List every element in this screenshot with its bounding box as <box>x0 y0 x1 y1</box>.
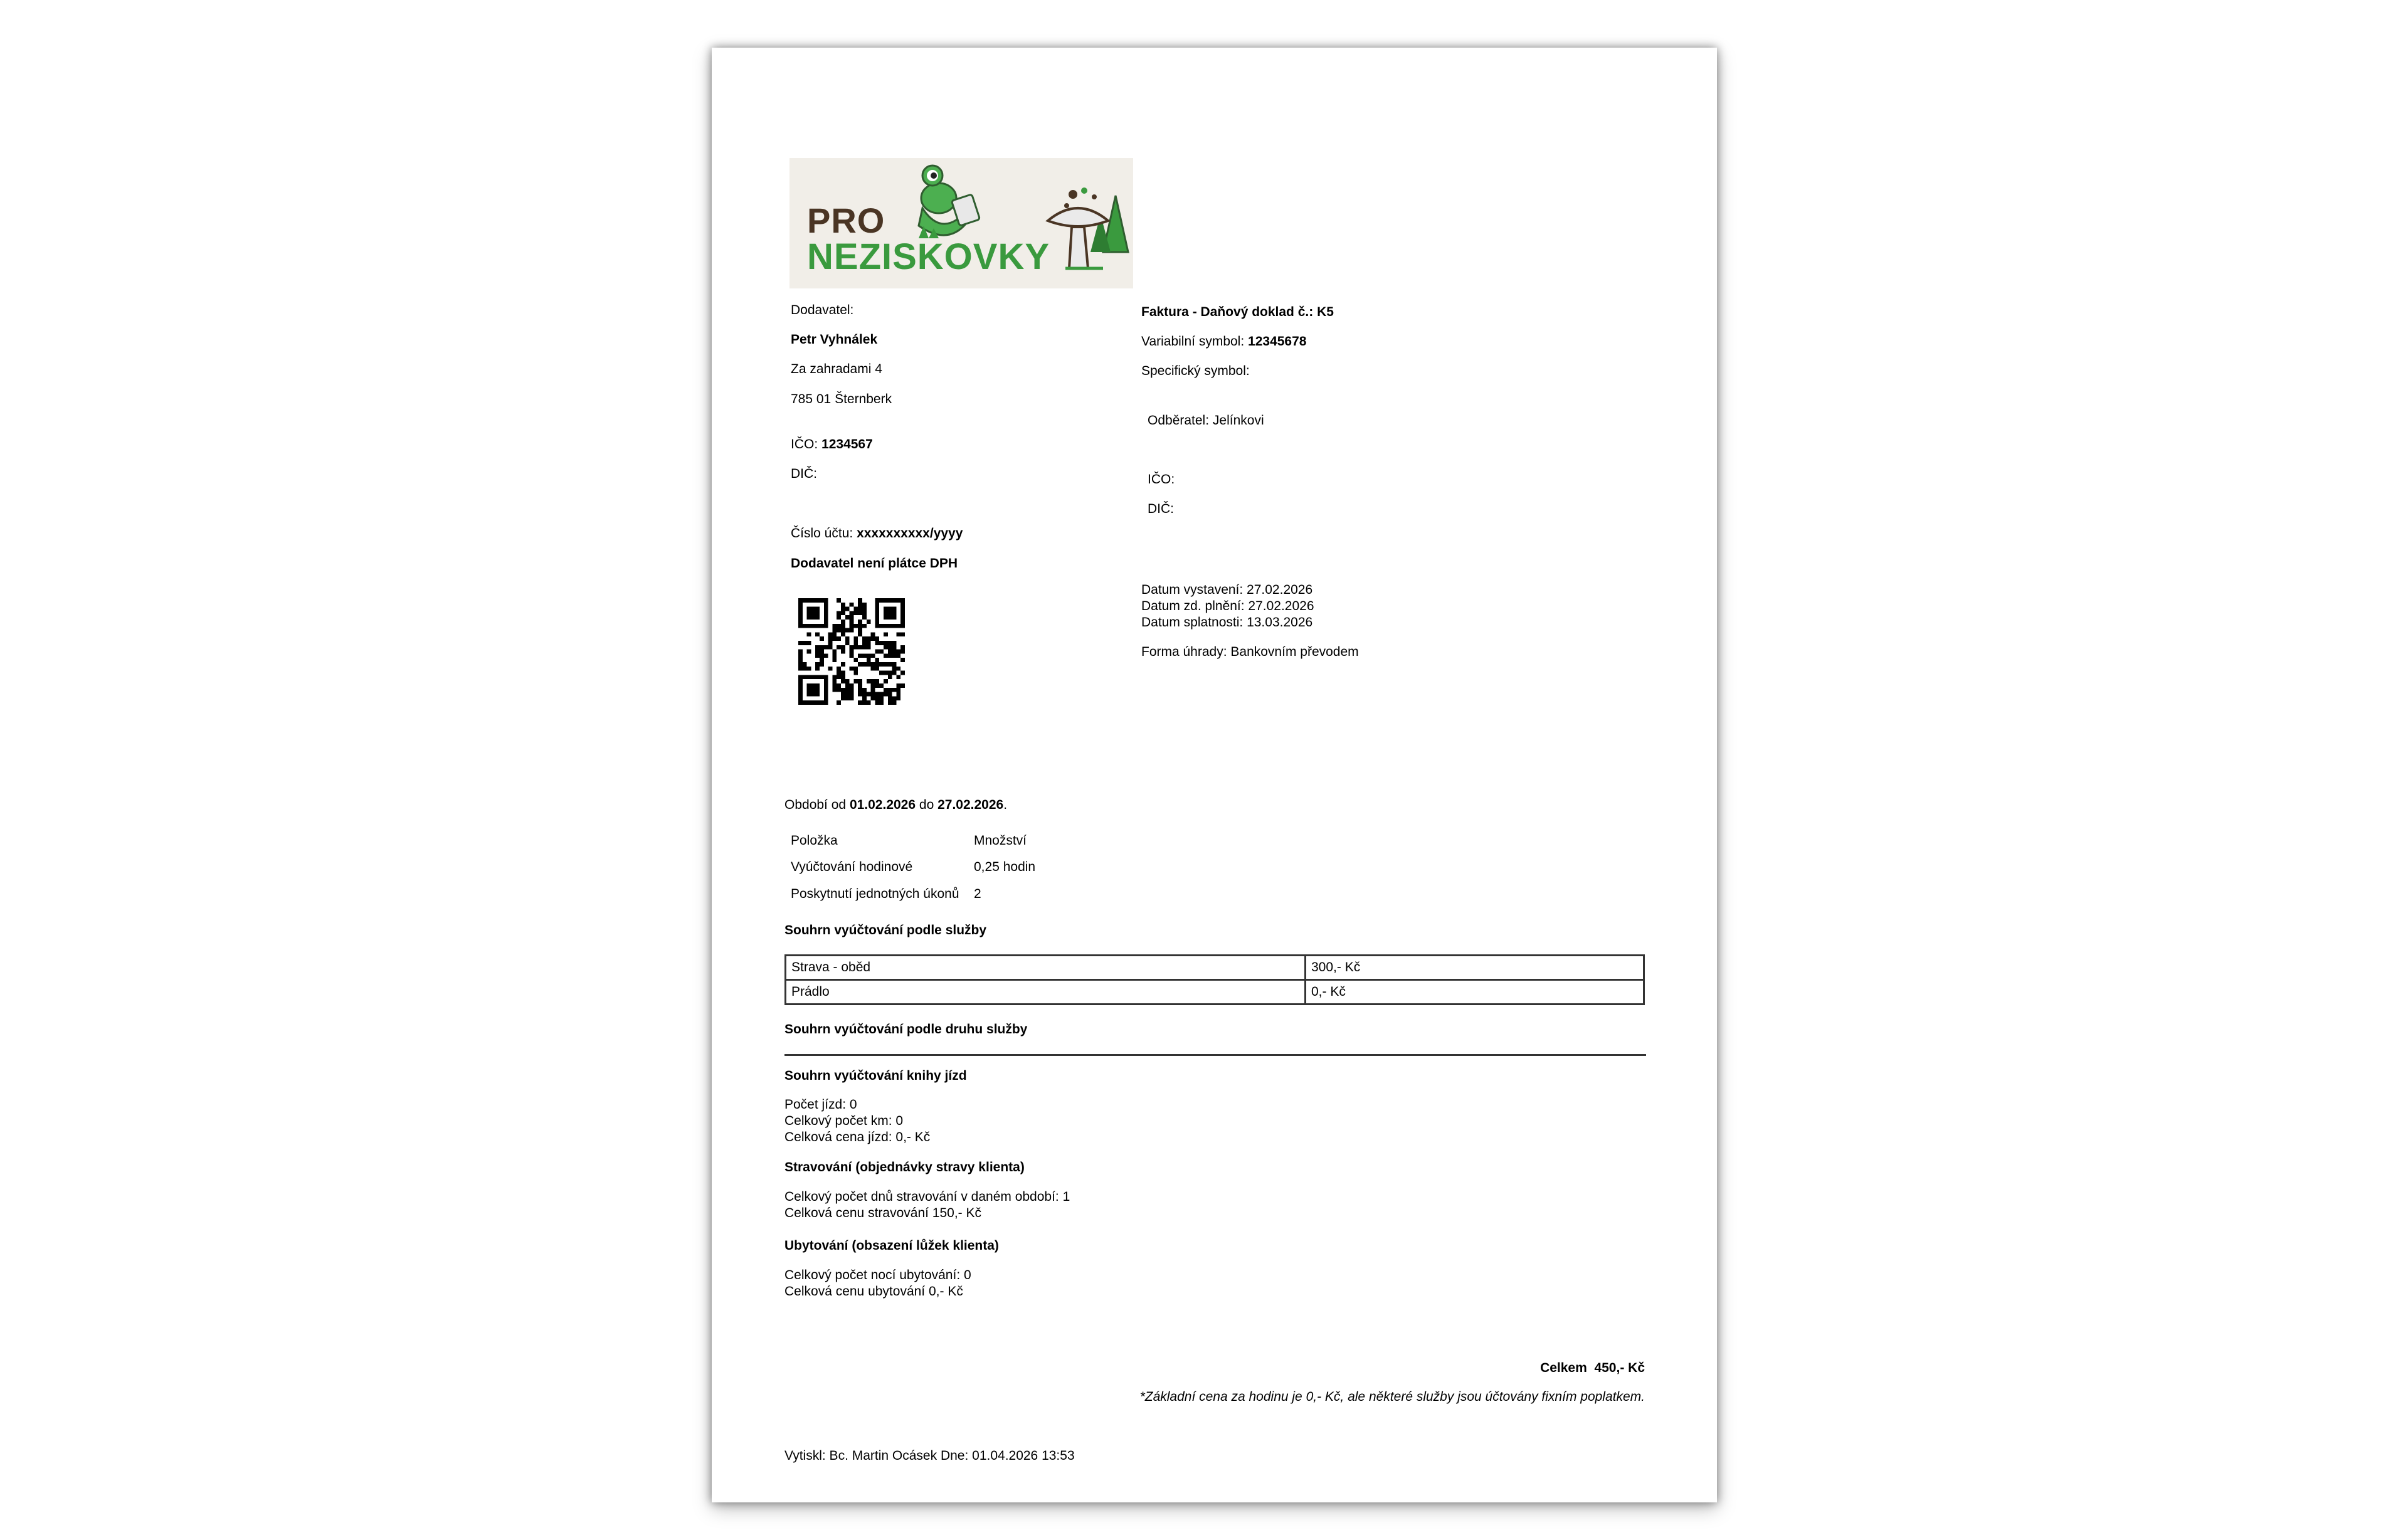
total-amount: 450,- Kč <box>1594 1361 1645 1375</box>
invoice-title <box>1141 304 1334 320</box>
period-mid: do <box>919 798 934 812</box>
supplier-name: Petr Vyhnálek <box>791 332 878 347</box>
date-due: Datum splatnosti: 13.03.2026 <box>1141 615 1313 630</box>
service-name: Prádlo <box>786 980 1306 1005</box>
rides-title: Souhrn vyúčtování knihy jízd <box>784 1068 967 1083</box>
lodging-price: Celková cenu ubytování 0,- Kč <box>784 1284 963 1299</box>
lodging-nights: Celkový počet nocí ubytování: 0 <box>784 1268 971 1282</box>
supplier-ico <box>791 436 873 453</box>
printed-by: Vytiskl: Bc. Martin Ocásek Dne: 01.04.2026 13:53 <box>784 1448 1075 1463</box>
supplier-ico-label: IČO: <box>791 437 818 451</box>
supplier-ico-value: 1234567 <box>821 437 873 451</box>
total-note: *Základní cena za hodinu je 0,- Kč, ale některé služby jsou účtovány fixním poplatkem. <box>1139 1390 1645 1404</box>
lodging-title: Ubytování (obsazení lůžek klienta) <box>784 1238 999 1253</box>
total-label: Celkem <box>1540 1361 1587 1375</box>
meals-title: Stravování (objednávky stravy klienta) <box>784 1160 1025 1174</box>
invoice-number: K5 <box>1317 305 1334 319</box>
table-row <box>786 980 1644 1005</box>
service-amount: 300,- Kč <box>1306 956 1644 980</box>
customer-ico-label: IČO: <box>1148 472 1175 487</box>
item-name: Poskytnutí jednotných úkonů <box>791 887 959 901</box>
rides-price: Celková cena jízd: 0,- Kč <box>784 1130 931 1144</box>
items-header-item: Položka <box>791 833 838 848</box>
period-to: 27.02.2026 <box>937 798 1004 812</box>
rides-count: Počet jízd: 0 <box>784 1097 857 1112</box>
billing-period <box>784 797 1007 813</box>
date-issued: Datum vystavení: 27.02.2026 <box>1141 583 1313 597</box>
supplier-city: 785 01 Šternberk <box>791 392 892 406</box>
meals-days: Celkový počet dnů stravování v daném období: 1 <box>784 1189 1070 1204</box>
item-qty: 2 <box>974 887 981 901</box>
item-name: Vyúčtování hodinové <box>791 860 913 874</box>
supplier-account <box>791 525 963 542</box>
invoice-title-label: Faktura - Daňový doklad č.: <box>1141 305 1314 319</box>
service-amount: 0,- Kč <box>1306 980 1644 1005</box>
item-qty: 0,25 hodin <box>974 860 1036 874</box>
table-row <box>786 956 1644 980</box>
supplier-dic-label: DIČ: <box>791 467 817 481</box>
variable-symbol <box>1141 334 1306 350</box>
company-logo <box>789 158 1133 288</box>
customer-label: Odběratel: <box>1148 413 1210 428</box>
account-label: Číslo účtu: <box>791 526 853 541</box>
vs-label: Variabilní symbol: <box>1141 334 1245 349</box>
vat-note: Dodavatel není plátce DPH <box>791 556 958 571</box>
meals-price: Celková cenu stravování 150,- Kč <box>784 1206 981 1220</box>
logo-text-neziskovky: NEZISKOVKY <box>807 236 1050 277</box>
payment-qr-code <box>798 598 905 705</box>
items-header-qty: Množství <box>974 833 1027 848</box>
payment-method: Forma úhrady: Bankovním převodem <box>1141 645 1359 659</box>
rides-km: Celkový počet km: 0 <box>784 1114 904 1128</box>
service-name: Strava - oběd <box>786 956 1306 980</box>
period-prefix: Období od <box>784 798 847 812</box>
logo-text-pro: PRO <box>807 201 885 240</box>
supplier-street: Za zahradami 4 <box>791 362 882 376</box>
date-taxable: Datum zd. plnění: 27.02.2026 <box>1141 599 1314 613</box>
summary-service-title: Souhrn vyúčtování podle služby <box>784 923 987 937</box>
specific-symbol-label: Specifický symbol: <box>1141 364 1250 378</box>
customer-name: Jelínkovi <box>1212 413 1264 428</box>
invoice-page <box>712 48 1717 1502</box>
period-suffix: . <box>1003 798 1008 812</box>
vs-value: 12345678 <box>1248 334 1307 349</box>
total <box>1540 1360 1645 1376</box>
account-value: xxxxxxxxxx/yyyy <box>857 526 963 541</box>
summary-service-table <box>784 954 1645 1005</box>
summary-type-title: Souhrn vyúčtování podle druhu služby <box>784 1022 1028 1037</box>
divider <box>784 1054 1646 1056</box>
customer <box>1148 413 1264 429</box>
supplier-label: Dodavatel: <box>791 303 854 317</box>
period-from: 01.02.2026 <box>849 798 916 812</box>
customer-dic-label: DIČ: <box>1148 502 1174 516</box>
